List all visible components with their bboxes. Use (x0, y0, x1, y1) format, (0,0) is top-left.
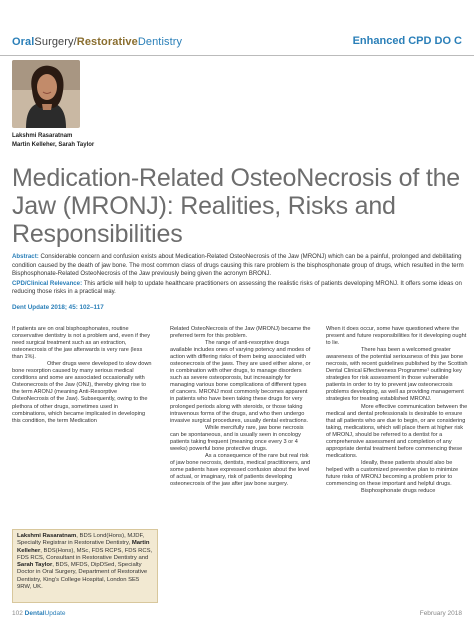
section-part-oral: Oral (12, 36, 35, 48)
section-part-surgery: Surgery (34, 36, 74, 48)
body-column-2 (170, 326, 312, 488)
section-header (12, 36, 182, 48)
body-paragraph: The range of anti-resorptive drugs available includes ones of varying potency and modes of action with differing risks of them being associated with osteonecrosis of the jaws. They are used either alone, or in combination with other drugs, to manage disorders such as severe osteoporosis, but increasingly for managing various bone complications of different types of cancers. MRONJ most commonly becomes apparent in patients who have been taking these drugs for very prolonged periods along with steroids, or those taking intravenous forms of the drugs, and who then undergo invasive surgical procedures, usually dental extractions. (170, 340, 311, 424)
affiliation-name-1: Lakshmi Rasaratnam (17, 533, 77, 539)
body-paragraph: There has been a welcomed greater awareness of the potential seriousness of this jaw bone necrosis, with recent guidelines published by the Scottish Dental Clinical Effectiveness Programme¹ outlining key strategies for risk assessment in those vulnerable patients in order to try to prevent jaw osteonecrosis problems developing, as well as providing management strategies for treating established MRONJ. (326, 347, 468, 403)
article-title: Medication-Related OsteoNecrosis of the Jaw (MRONJ): Realities, Risks and Responsibilities (12, 164, 460, 248)
page-number: 102 (12, 610, 23, 617)
issue-date: February 2018 (419, 610, 462, 617)
body-paragraph: If patients are on oral bisphosphonates, routine conservative dentistry is not a problem and, even if they need surgical treatment such as an extraction, osteonecrosis of the jaw afterwards is very rare (less than 1%). (12, 326, 151, 361)
section-part-restorative: Restorative (76, 36, 138, 48)
affiliation-name-3: Sarah Taylor (17, 562, 53, 569)
author-names-secondary: Martin Kelleher, Sarah Taylor (12, 142, 95, 148)
page-footer (12, 610, 66, 617)
citation: Dent Update 2018; 45: 102–117 (12, 304, 104, 311)
affiliation-text-1: , BDS Lond(Hons), MJDF, Specialty Registrar in Restorative Dentistry, (17, 533, 145, 547)
body-paragraph: Related OsteoNecrosis of the Jaw (MRONJ) became the preferred term for this problem. (170, 326, 311, 340)
author-photo (12, 60, 80, 128)
body-column-1 (12, 326, 154, 425)
author-photo-image (12, 60, 80, 128)
body-column-3 (326, 326, 468, 495)
publication-name-part2: Update (44, 610, 66, 617)
abstract-paragraph (12, 253, 467, 279)
affiliation-text-2: , BDS(Hons), MSc, FDS RCPS, FDS RCS, FDS RCS, Consultant in Restorative Dentistry and (17, 547, 153, 561)
body-paragraph: Other drugs were developed to slow down bone resorption caused by many serious medical conditions and some are associated occasionally with Osteonecrosis of the Jaw (ONJ), thereby giving rise to the term ARONJ (meaning Anti-Resorptive OsteoNecrosis of the Jaw). Subsequently, owing to the plethora of other drugs, sometimes used in combinations, which became implicated in developing this condition, the term Medication (12, 361, 152, 424)
relevance-text: This article will help to update healthcare practitioners on assessing the realistic risks of patients developing MRONJ. It offers some ideas on reducing those risks in a practical way. (12, 279, 462, 295)
abstract-text: Considerable concern and confusion exists about Medication-Related OsteoNecrosis of the Jaw (MRONJ) which can be a painful, prolonged and debilitating condition caused by the death of jaw bone. The most common class of drugs causing this rare problem is the bisphosphonate group of drugs, which resulted in the term Bisphosphonate-Related OsteoNecrosis of the Jaw previously being given the acronym BRONJ. (12, 253, 464, 277)
relevance-label: CPD/Clinical Relevance: (12, 279, 83, 287)
body-paragraph: Ideally, these patients should also be helped with a customized preventive plan to minimize future risks of MRONJ becoming a problem prior to commencing on these important and helpful drugs. (326, 459, 459, 488)
body-paragraph: More effective communication between the medical and dental professionals is desirable to ensure that all patients who are due to begin, or are considering taking, medications, which will place them at higher risk of MRONJ, should be referred to a dentist for a comprehensive assessment and completion of any appropriate dental treatment before commencing these medications. (326, 403, 468, 459)
relevance-paragraph (12, 280, 467, 297)
cpd-badge: Enhanced CPD DO C (352, 35, 462, 47)
affiliation-name-2: Martin Kelleher (17, 540, 150, 554)
author-name-primary: Lakshmi Rasaratnam (12, 133, 73, 139)
header-divider (0, 55, 474, 56)
section-part-dentistry: Dentistry (137, 36, 183, 48)
abstract-block (12, 253, 467, 298)
publication-name-part1: Dental (24, 610, 45, 617)
section-separator: / (73, 36, 77, 48)
author-affiliation-box (12, 529, 158, 603)
body-paragraph: When it does occur, some have questioned where the present and future responsibilities for it developing ought to lie. (326, 326, 467, 347)
body-paragraph: As a consequence of the rare but real risk of jaw bone necrosis, dentists, medical practitioners, and some patients have expressed confusion about the level of actual, or imaginary, risk of patients developing osteonecrosis of the jaw after jaw bone surgery. (170, 452, 311, 488)
body-paragraph: Bisphosphonate drugs reduce (361, 488, 436, 495)
affiliation-text-3: , BDS, MFDS, DipDSed, Specialty Doctor in Oral Surgery, Department of Restorative Dentistry, King’s College Hospital, London SE5 9RW, UK. (17, 562, 148, 591)
body-paragraph: While mercifully rare, jaw bone necrosis can be spontaneous, and is usually seen in oncology patients taking frequent (meaning once every 3 or 4 weeks) powerful bone protective drugs. (170, 424, 304, 452)
abstract-label: Abstract: (12, 253, 39, 260)
